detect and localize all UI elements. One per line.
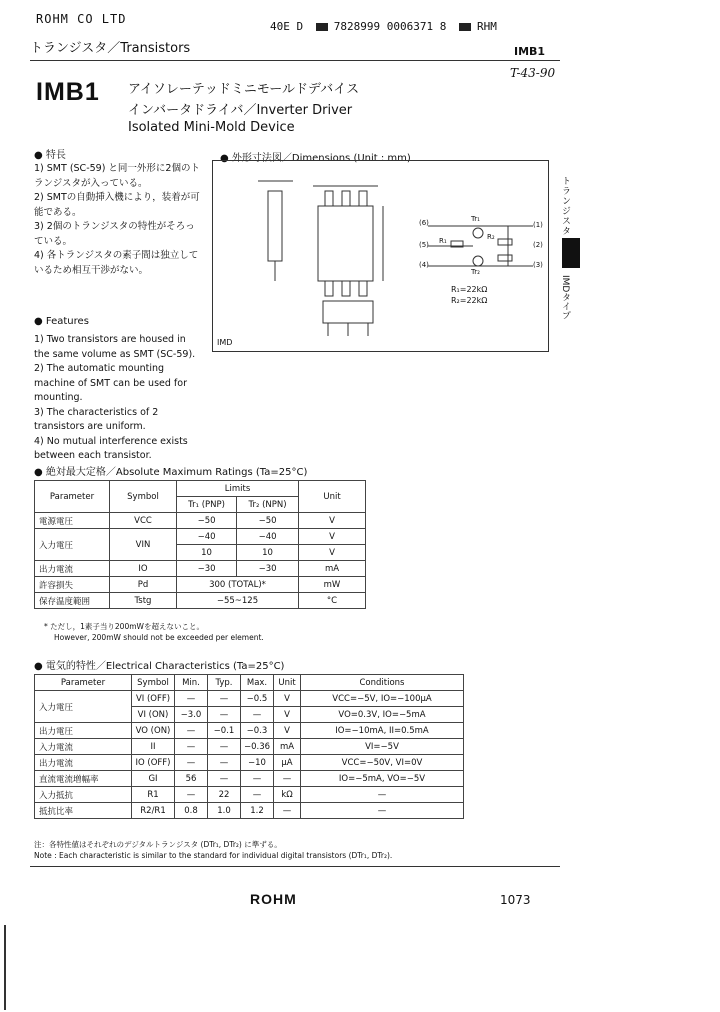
handwritten-code: T-43-90 [510,66,556,80]
list-item: 1) SMT (SC-59) と同一外形に2個のトランジスタが入っている。 [34,163,200,189]
table-row [35,723,464,739]
pin-4: (4) [419,261,429,269]
col-header: Max. [241,675,274,691]
cell: V [274,723,301,739]
cell: −40 [177,529,237,545]
cell: — [175,755,208,771]
table-row [35,691,464,707]
table-row [35,529,366,545]
cell: — [274,771,301,787]
cell: 1.0 [208,803,241,819]
cell: IO=−5mA, VO=−5V [301,771,464,787]
title-line-device: Isolated Mini-Mold Device [128,120,295,135]
cell: — [208,739,241,755]
list-item: 3) 2個のトランジスタの特性がそろっている。 [34,221,195,247]
header-code-2: 7828999 0006371 8 [333,20,447,33]
cell: μA [274,755,301,771]
page-title: IMB1 [36,78,100,106]
table-row [35,771,464,787]
sidebar-tab-mark [562,238,580,268]
table-row [35,577,366,593]
block-mark [459,23,471,31]
cell: 入力電圧 [35,691,132,723]
cell: — [175,723,208,739]
cell: 入力抵抗 [35,787,132,803]
part-number-small: IMB1 [514,45,546,58]
cell: 0.8 [175,803,208,819]
package-bottom-view [323,301,373,323]
cell: VO (ON) [132,723,175,739]
abs-max-heading: ● 絶対最大定格／Absolute Maximum Ratings (Ta=25°C) [34,467,308,478]
col-header: Unit [299,481,366,513]
cell: mA [299,561,366,577]
table-row [35,787,464,803]
dimension-drawing [213,161,548,351]
cell: −0.3 [241,723,274,739]
cell: 入力電圧 [35,529,110,561]
col-header: Parameter [35,481,110,513]
pin-2: (2) [533,241,543,249]
cell: VI=−5V [301,739,464,755]
features-en-heading: ● Features [34,316,89,327]
r1-value: R₁=22kΩ [451,285,488,294]
col-header: Tr₂ (NPN) [237,497,299,513]
cell: mW [299,577,366,593]
title-line-driver: インバータドライバ／Inverter Driver [128,103,353,118]
col-header: Typ. [208,675,241,691]
cell: — [175,787,208,803]
cell: 22 [208,787,241,803]
cell: — [208,755,241,771]
package-top-view [318,206,373,281]
table-row [35,593,366,609]
cell: — [208,691,241,707]
cell: −50 [237,513,299,529]
list-item: 4) 各トランジスタの素子間は独立しているため相互干渉がない。 [34,250,199,276]
cell: Tstg [110,593,177,609]
col-header: Conditions [301,675,464,691]
cell: IO (OFF) [132,755,175,771]
header-codes [270,20,503,33]
cell: −30 [237,561,299,577]
col-header: Unit [274,675,301,691]
table-row [35,739,464,755]
abs-max-note-jp: * ただし，1素子当り200mWを超えないこと。 [44,622,204,631]
cell: 抵抗比率 [35,803,132,819]
dimensions-figure [212,160,549,352]
cell: °C [299,593,366,609]
cell: 56 [175,771,208,787]
cell: −50 [177,513,237,529]
cell: 保存温度範囲 [35,593,110,609]
col-header: Parameter [35,675,132,691]
cell: R1 [132,787,175,803]
abs-max-note-en: However, 200mW should not be exceeded per element. [54,633,264,642]
sidebar-type: IMDタイプ [560,275,570,320]
r2-symbol: R₂ [487,233,495,241]
list-item: 1) Two transistors are housed in the same volume as SMT (SC-59). [34,334,196,360]
cell: V [274,691,301,707]
table-row [35,803,464,819]
cell: — [208,707,241,723]
cell: −0.5 [241,691,274,707]
cell: — [175,691,208,707]
category-label: トランジスタ／Transistors [30,41,191,56]
cell: −3.0 [175,707,208,723]
company-name: ROHM CO LTD [36,12,127,26]
col-header: Limits [177,481,299,497]
abs-max-table [34,480,366,609]
cell: V [274,707,301,723]
cell: V [299,545,366,561]
cell: VI (OFF) [132,691,175,707]
cell: 出力電流 [35,755,132,771]
cell: VCC=−50V, VI=0V [301,755,464,771]
cell: IO [110,561,177,577]
r2-value: R₂=22kΩ [451,296,488,305]
cell: V [299,513,366,529]
features-en-list [34,333,204,464]
cell: 10 [177,545,237,561]
cell: VCC [110,513,177,529]
cell: V [299,529,366,545]
cell: — [241,771,274,787]
cell: −30 [177,561,237,577]
col-header: Min. [175,675,208,691]
pin-1: (1) [533,221,543,229]
title-line-jp: アイソレーテッドミニモールドデバイス [128,82,360,97]
cell: −0.1 [208,723,241,739]
elec-note-en: Note : Each characteristic is similar to the standard for individual digital transistors (DTr₁, DTr₂). [34,851,393,860]
cell: 電源電圧 [35,513,110,529]
tr1-label: Tr₁ [471,215,480,223]
header-code-3: RHM [476,20,497,33]
col-header: Symbol [110,481,177,513]
cell: II [132,739,175,755]
cell: 1.2 [241,803,274,819]
rohm-logo: ROHM [250,891,297,907]
header-code-1: 40E D [270,20,304,33]
cell: 300 (TOTAL)* [177,577,299,593]
cell: R2/R1 [132,803,175,819]
cell: 出力電圧 [35,723,132,739]
table-row [35,513,366,529]
cell: 出力電流 [35,561,110,577]
features-jp-heading: ● 特長 [34,150,66,161]
features-jp-list [34,162,204,278]
pin-6: (6) [419,219,429,227]
elec-table [34,674,464,819]
cell: mA [274,739,301,755]
cell: −40 [237,529,299,545]
cell: IO=−10mA, II=0.5mA [301,723,464,739]
footer-rule [30,866,560,867]
cell: — [208,771,241,787]
cell: VCC=−5V, IO=−100μA [301,691,464,707]
dimensions-heading: ● 外形寸法図／Dimensions (Unit : mm) [220,153,411,164]
cell: — [175,739,208,755]
page-number: 1073 [500,893,531,907]
cell: — [241,707,274,723]
list-item: 2) SMTの自動挿入機により，装着が可能である。 [34,192,200,218]
cell: Pd [110,577,177,593]
col-header: Tr₁ (PNP) [177,497,237,513]
list-item: 3) The characteristics of 2 transistors are uniform. [34,406,159,432]
elec-note-jp: 注：各特性値はそれぞれのデジタルトランジスタ (DTr₁, DTr₂) に準ずる。 [34,840,282,849]
list-item: 4) No mutual interference exists between each transistor. [34,435,188,461]
pin-3: (3) [533,261,543,269]
header-rule [30,60,560,61]
table-row [35,561,366,577]
cell: −55~125 [177,593,299,609]
cell: 直流電流増幅率 [35,771,132,787]
package-side-view [268,191,282,261]
cell: −10 [241,755,274,771]
cell: VIN [110,529,177,561]
margin-line [4,925,6,1010]
pin-5: (5) [419,241,429,249]
cell: — [301,787,464,803]
list-item: 2) The automatic mounting machine of SMT can be used for mounting. [34,363,187,403]
table-row [35,755,464,771]
block-mark [316,23,328,31]
cell: 入力電流 [35,739,132,755]
col-header: Symbol [132,675,175,691]
cell: 10 [237,545,299,561]
cell: VI (ON) [132,707,175,723]
package-label: IMD [217,338,233,347]
r1-symbol: R₁ [439,237,447,245]
cell: −0.36 [241,739,274,755]
cell: — [274,803,301,819]
tr2-label: Tr₂ [471,268,480,276]
cell: GI [132,771,175,787]
cell: kΩ [274,787,301,803]
elec-heading: ● 電気的特性／Electrical Characteristics (Ta=25°C) [34,661,285,672]
cell: 許容損失 [35,577,110,593]
cell: — [241,787,274,803]
sidebar-category: トランジスタ [560,176,570,236]
cell: VO=0.3V, IO=−5mA [301,707,464,723]
cell: — [301,803,464,819]
